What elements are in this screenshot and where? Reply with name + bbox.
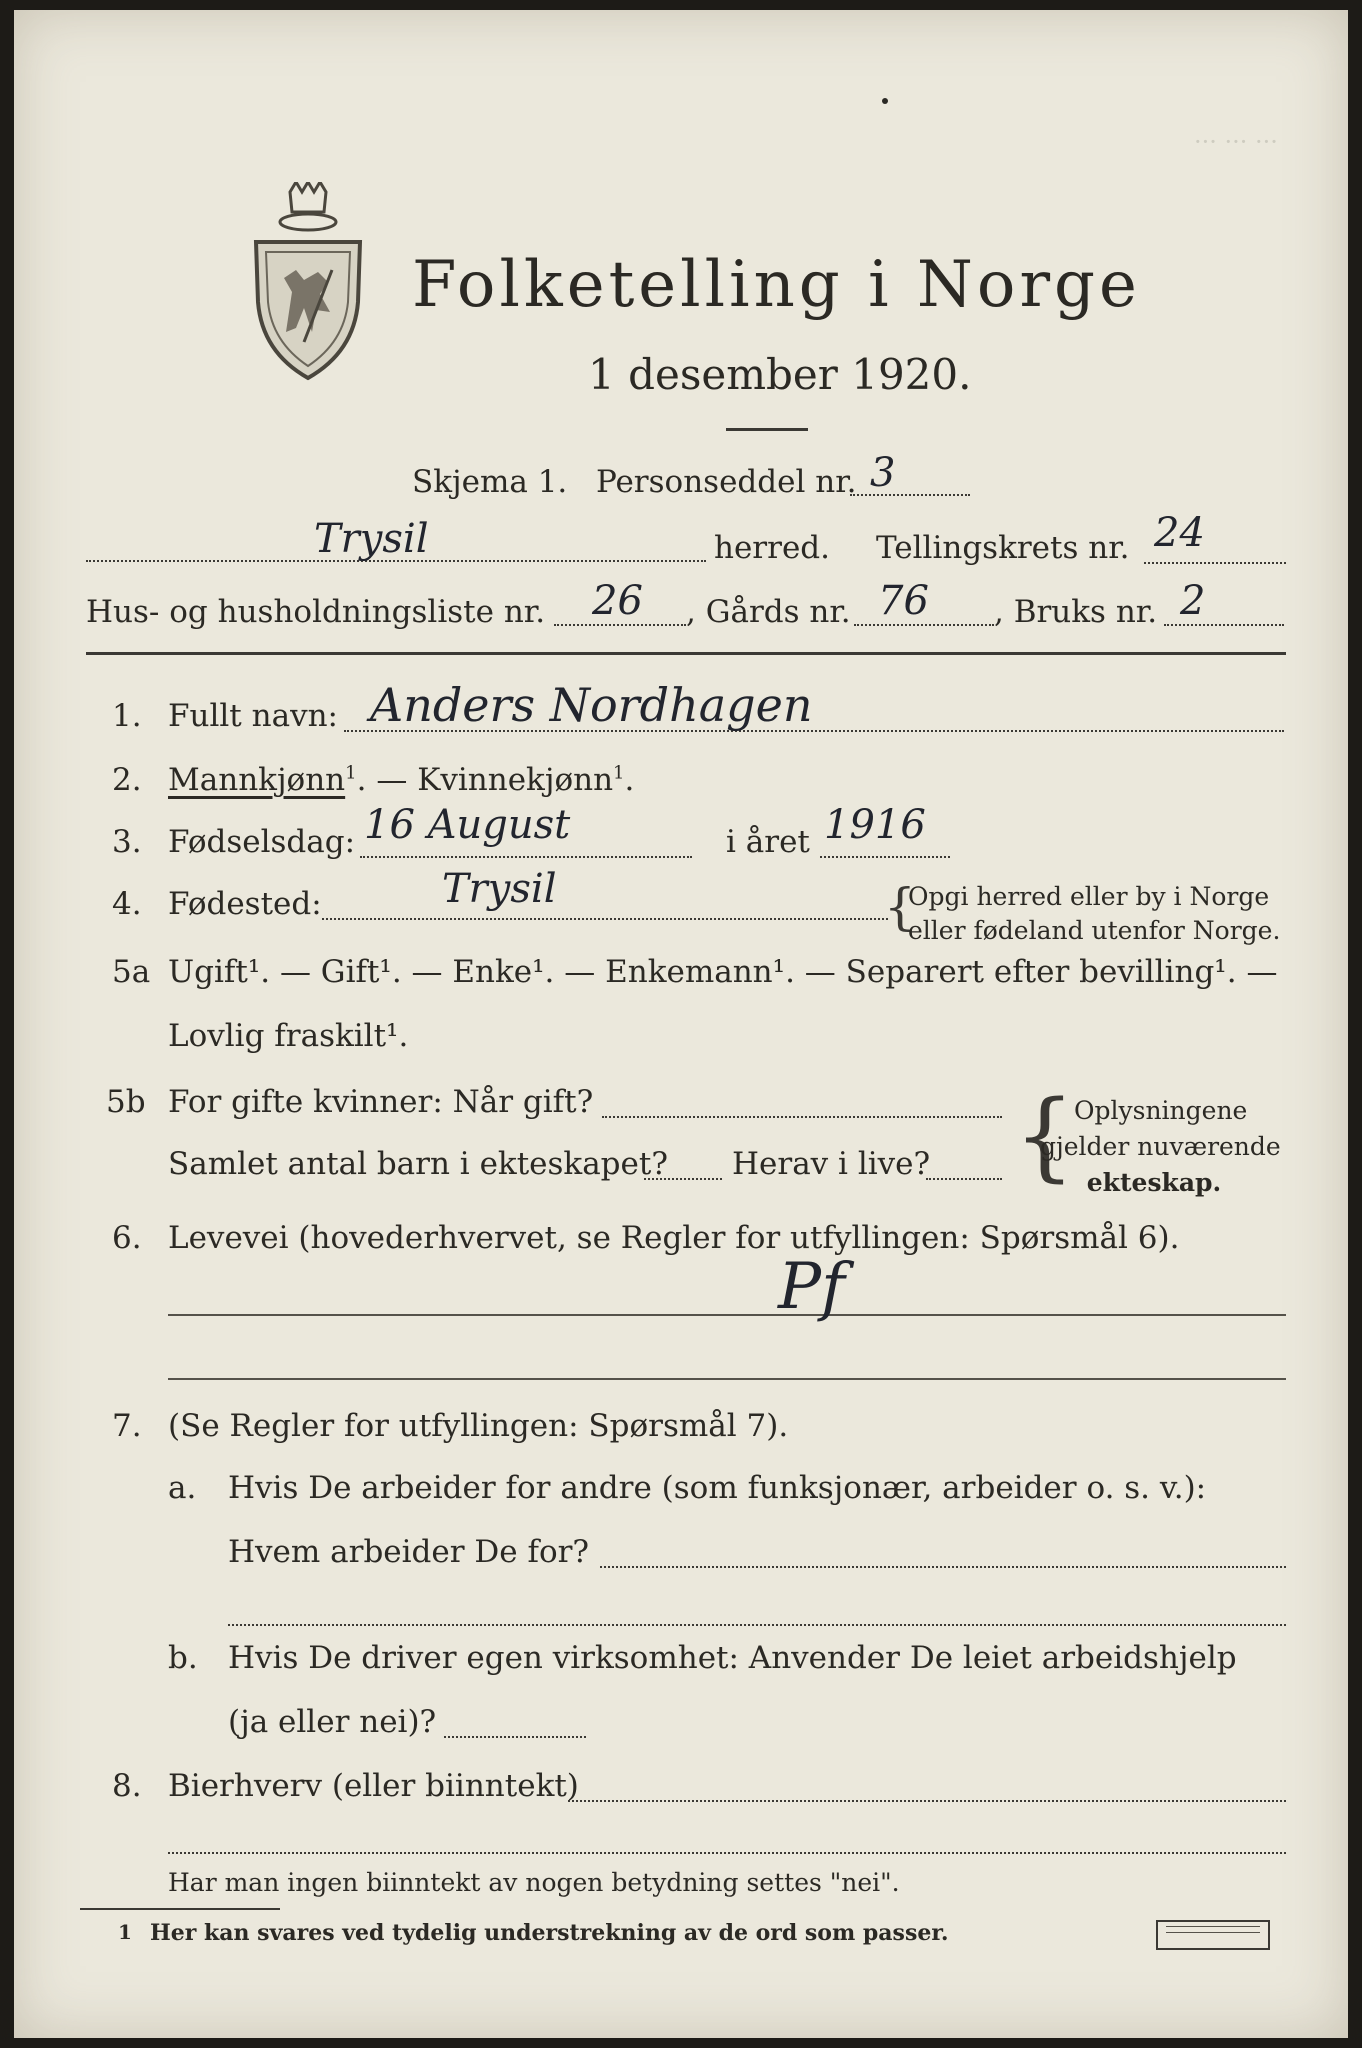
occupation-value: Pf [778,1250,845,1324]
bruks-line [1164,624,1284,626]
q5b-note-line1: Oplysningene [1074,1096,1248,1125]
q4-number: 4. [112,886,142,922]
footnote-rule [80,1908,280,1910]
printer-stamp-icon [1156,1920,1270,1950]
husliste-value: 26 [592,578,643,624]
occupation-line-1 [168,1314,1286,1316]
female-option: Kvinnekjønn [417,762,614,798]
q1-number: 1. [112,698,142,734]
children-line [644,1178,722,1180]
q6-label: Levevei (hovederhvervet, se Regler for utfyllingen: Spørsmål 6). [168,1220,1180,1256]
q2-separator: — [366,762,418,798]
q7b-text: Hvis De driver egen virksomhet: Anvender De leiet arbeidshjelp [228,1640,1237,1676]
birth-year-value: 1916 [824,802,926,848]
when-married-line [602,1116,1002,1118]
husliste-label: Hus- og husholdningsliste nr. [86,594,546,630]
q2-female-footnote-mark: 1 [613,762,625,784]
occupation-line-2 [168,1378,1286,1380]
q5b-alive-label: Herav i live? [732,1146,931,1182]
header-divider [86,652,1286,655]
q6-number: 6. [112,1220,142,1256]
q5b-note-line2: gjelder nuværende [1040,1132,1281,1161]
hired-help-line [444,1736,586,1738]
skjema-label: Skjema 1. [412,464,568,500]
birthday-value: 16 August [364,802,571,848]
full-name-value: Anders Nordhagen [370,678,813,732]
title-divider [726,428,808,431]
q5a-number: 5a [112,954,151,990]
alive-line [926,1178,1002,1180]
q4-note-line1: Opgi herred eller by i Norge [908,882,1270,911]
tellingskrets-line [1144,562,1286,564]
q5b-note-line3: ekteskap. [1086,1168,1222,1197]
q7-label: (Se Regler for utfyllingen: Spørsmål 7). [168,1408,789,1444]
side-income-line-1 [568,1800,1286,1802]
employer-line-1 [600,1566,1286,1568]
gards-value: 76 [878,578,929,624]
q5b-brace: { [1014,1080,1076,1192]
q4-brace: { [884,878,916,936]
footnote-mark: 1 [118,1920,132,1944]
q5b-children-label: Samlet antal barn i ekteskapet? [168,1146,668,1182]
year-line [820,856,950,858]
herred-value: Trysil [314,516,429,562]
q8-label: Bierhverv (eller biinntekt) [168,1768,579,1804]
q7a-text2: Hvem arbeider De for? [228,1534,590,1570]
census-date: 1 desember 1920. [588,350,972,399]
ink-dot [882,98,888,104]
q1-label: Fullt navn: [168,698,338,734]
q3-label: Fødselsdag: [168,824,356,860]
q7b-letter: b. [168,1640,198,1676]
male-option: Mannkjønn [168,762,346,798]
tellingskrets-label: Tellingskrets nr. [876,530,1130,566]
q3-number: 3. [112,824,142,860]
year-label: i året [726,824,810,860]
employer-line-2 [228,1624,1286,1626]
gards-label: , Gårds nr. [686,594,851,630]
birthday-line [360,856,692,858]
bruks-label: , Bruks nr. [994,594,1158,630]
q2-male-footnote-mark: 1 [345,762,357,784]
q5b-when-married-label: For gifte kvinner: Når gift? [168,1084,594,1120]
q7-number: 7. [112,1408,142,1444]
tellingskrets-value: 24 [1154,510,1205,556]
marital-options: Ugift¹. — Gift¹. — Enke¹. — Enkemann¹. — Separert efter bevilling¹. — [168,954,1278,990]
q2-female-end: . [624,762,635,798]
personseddel-line [850,494,970,496]
q4-note-line2: eller fødeland utenfor Norge. [908,916,1281,945]
q2-options [168,762,634,798]
side-income-line-2 [168,1852,1286,1854]
gards-line [854,624,994,626]
census-form-page [14,10,1348,2038]
q7a-letter: a. [168,1470,197,1506]
bruks-value: 2 [1180,578,1206,624]
birthplace-value: Trysil [442,866,557,912]
q8-number: 8. [112,1768,142,1804]
form-title: Folketelling i Norge [412,248,1141,322]
q2-male-end: . [356,762,367,798]
footnote-text: Her kan svares ved tydelig understrekning av de ord som passer. [150,1920,949,1946]
q7b-text2: (ja eller nei)? [228,1704,437,1740]
coat-of-arms-icon [246,182,366,386]
biinntekt-note: Har man ingen biinntekt av nogen betydning settes "nei". [168,1868,900,1897]
q5b-number: 5b [106,1084,146,1120]
husliste-line [554,624,686,626]
herred-label: herred. [714,530,830,566]
printer-stamp-lines [1166,1926,1260,1933]
q7a-text: Hvis De arbeider for andre (som funksjonær, arbeider o. s. v.): [228,1470,1207,1506]
personseddel-value: 3 [870,450,896,496]
birthplace-line [322,918,888,920]
personseddel-label: Personseddel nr. [596,464,857,500]
bleed-through-text: ··· ··· ··· [1194,128,1278,156]
marital-options-2: Lovlig fraskilt¹. [168,1018,409,1054]
q2-number: 2. [112,762,142,798]
q4-label: Fødested: [168,886,322,922]
